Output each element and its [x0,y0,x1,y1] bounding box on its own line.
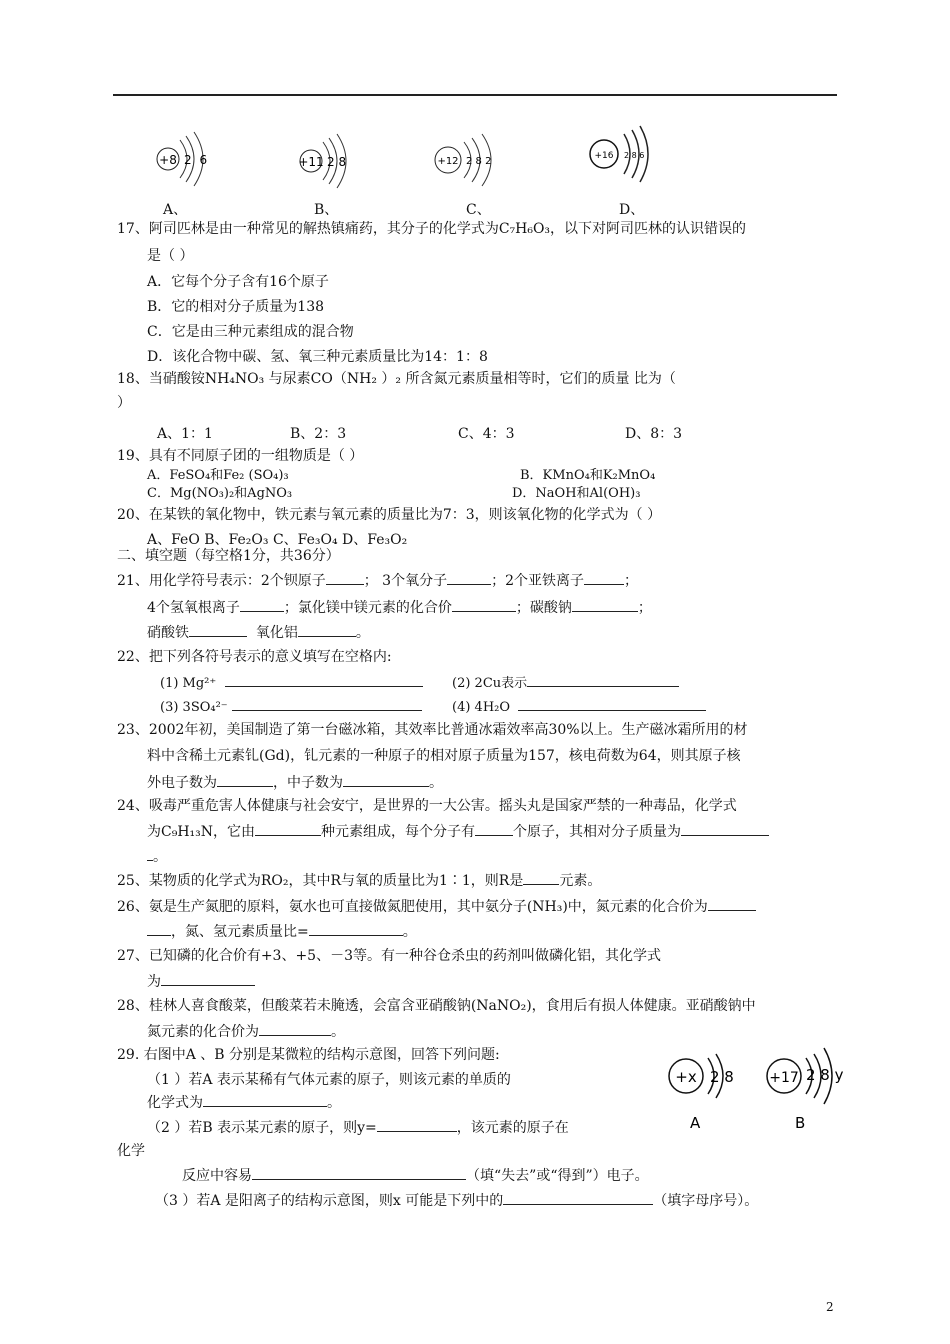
q29-part3: （3 ）若A 是阳离子的结构示意图，则x 可能是下列中的 （填字母序号）。 [155,1190,758,1211]
atom-diagram-29a [662,1050,752,1140]
q27-line2: 为 [147,971,255,992]
q18-option-a: A、1：1 [157,426,213,442]
answer-blank[interactable] [225,672,423,687]
q17-stem-cont: 是（ ） [147,248,194,264]
q17-option-a: A．它每个分子含有16个原子 [147,274,329,290]
q22-item-1: (1) Mg²⁺ [160,672,423,694]
svg-text:+11: +11 [298,155,324,169]
answer-blank[interactable] [452,597,516,612]
answer-blank[interactable] [447,570,491,585]
atom-diagram-29b [760,1044,850,1140]
q29-part1: （1 ）若A 表示某稀有气体元素的原子，则该元素的单质的 [147,1072,511,1088]
svg-text:2 8: 2 8 [327,155,347,169]
answer-blank[interactable] [343,772,429,787]
answer-blank[interactable] [259,1021,331,1036]
q29-stem: 29. 右图中A 、B 分别是某微粒的结构示意图，回答下列问题: [117,1047,500,1063]
nucleus-label: +8 [159,153,177,167]
header-rule [113,94,837,96]
page-number: 2 [826,1300,834,1314]
atom-diagram-a [150,128,220,188]
q18-stem-cont: ） [117,395,131,411]
answer-blank[interactable] [203,1092,327,1107]
answer-blank[interactable] [377,1117,457,1132]
q17-stem: 17、阿司匹林是由一种常见的解热镇痛药，其分子的化学式为C₇H₆O₃，以下对阿司匹林的认识错误的 [117,221,747,237]
q18-stem: 18、当硝酸铵NH₄NO₃ 与尿素CO（NH₂ ）₂ 所含氮元素质量相等时，它们的质量 比为（ [117,371,676,387]
q23-line3: 外电子数为 ，中子数为 。 [147,772,443,793]
atom-diagram-b [293,130,363,190]
answer-blank[interactable] [518,696,706,711]
q26-line1: 26、氨是生产氮肥的原料，氨水也可直接做氮肥使用，其中氨分子(NH₃)中，氮元素的化合价为 [117,896,756,917]
q22-item-3: (3) 3SO₄²⁻ [160,696,422,718]
answer-blank[interactable] [217,772,273,787]
shell-label: 2 6 [184,153,210,167]
q24-line1: 24、吸毒严重危害人体健康与社会安宁，是世界的一大公害。摇头丸是国家严禁的一种毒品，化学式 [117,798,737,814]
q29-part2-wrap: 化学 [117,1143,145,1159]
q18-option-b: B、2：3 [290,426,347,442]
q23-line2: 料中含稀土元素钆(Gd)，钆元素的一种原子的相对原子质量为157，核电荷数为64，则其原子核 [147,748,741,764]
q25-line: 25、某物质的化学式为RO₂，其中R与氧的质量比为1∶1，则R是 元素。 [117,870,601,891]
svg-text:+x: +x [675,1068,697,1086]
answer-blank[interactable] [240,597,284,612]
svg-text:2 8 y: 2 8 y [806,1066,844,1084]
q29-part2-cont: 反应中容易 （填“失去”或“得到”）电子。 [182,1165,649,1186]
q24-line3: 。 [147,846,167,867]
q21-line2: 4个氢氧根离子 ；氯化镁中镁元素的化合价 ；碳酸钠 ； [147,597,652,618]
answer-blank[interactable] [572,597,638,612]
answer-blank[interactable] [523,870,559,885]
answer-blank[interactable] [161,971,255,986]
q21-line1: 21、用化学符号表示：2个钡原子 ； 3个氧分子 ；2个亚铁离子 ； [117,570,638,591]
q22-item-2: (2) 2Cu表示 [452,672,679,694]
answer-blank[interactable] [147,921,171,936]
answer-blank[interactable] [708,896,756,911]
q28-line2: 氮元素的化合价为 。 [147,1021,345,1042]
q16-option-b: B、 [314,202,339,218]
q16-option-a: A、 [163,202,188,218]
answer-blank[interactable] [527,672,679,687]
q17-option-b: B．它的相对分子质量为138 [147,299,325,315]
answer-blank[interactable] [255,821,321,836]
q20-stem: 20、在某铁的氧化物中，铁元素与氧元素的质量比为7：3，则该氧化物的化学式为（ ） [117,507,662,523]
svg-text:+17: +17 [769,1070,799,1086]
q23-line1: 23、2002年初，美国制造了第一台磁冰箱，其效率比普通冰霜效率高30%以上。生产磁冰霜所用的材 [117,722,748,738]
q17-option-c: C．它是由三种元素组成的混合物 [147,324,354,340]
answer-blank[interactable] [232,696,422,711]
svg-text:+12: +12 [437,156,459,167]
svg-text:+16: +16 [594,151,614,161]
atom-diagram-d [584,124,664,188]
svg-text:2 8 6: 2 8 6 [624,151,645,160]
svg-text:A: A [690,1114,701,1132]
q24-line2: 为C₉H₁₃N，它由 种元素组成，每个分子有 个原子，其相对分子质量为 [147,821,769,842]
q17-option-d: D．该化合物中碳、氢、氧三种元素质量比为14：1：8 [147,349,488,365]
answer-blank[interactable] [584,570,624,585]
q19-option-c: C．Mg(NO₃)₂和AgNO₃ [147,486,293,501]
q16-option-c: C、 [466,202,491,218]
q22-item-4: (4) 4H₂O [452,696,706,718]
answer-blank[interactable] [681,821,769,836]
svg-text:2 8 2: 2 8 2 [466,156,492,167]
q27-line1: 27、已知磷的化合价有+3、+5、－3等。有一种谷仓杀虫的药剂叫做磷化铝，其化学式 [117,948,661,964]
q22-stem: 22、把下列各符号表示的意义填写在空格内: [117,649,392,665]
answer-blank[interactable] [326,570,364,585]
q29-part2: （2 ）若B 表示某元素的原子，则y= ，该元素的原子在 [147,1117,569,1138]
q26-line2: ，氮、氢元素质量比= 。 [147,921,417,942]
answer-blank[interactable] [309,921,403,936]
atom-diagram-c [428,130,518,190]
q18-option-c: C、4：3 [458,426,515,442]
answer-blank[interactable] [475,821,513,836]
q19-stem: 19、具有不同原子团的一组物质是（ ） [117,448,364,464]
q19-option-b: B．KMnO₄和K₂MnO₄ [520,468,656,483]
svg-text:B: B [795,1114,806,1132]
q28-line1: 28、桂林人喜食酸菜，但酸菜若未腌透，会富含亚硝酸钠(NaNO₂)，食用后有损人体健康。亚硝酸钠中 [117,998,756,1014]
answer-blank[interactable] [503,1190,653,1205]
q19-option-a: A．FeSO₄和Fe₂ (SO₄)₃ [147,468,289,483]
q18-option-d: D、8：3 [625,426,683,442]
q29-part1-cont: 化学式为 。 [147,1092,341,1113]
q16-option-d: D、 [619,202,645,218]
q21-line3: 硝酸铁 氧化铝 。 [147,622,370,643]
answer-blank[interactable] [189,622,247,637]
answer-blank[interactable] [298,622,356,637]
q19-option-d: D．NaOH和Al(OH)₃ [512,486,641,501]
section-heading: 二、填空题（每空格1分，共36分） [117,548,340,564]
svg-text:2 8: 2 8 [710,1068,734,1086]
answer-blank[interactable] [252,1165,466,1180]
q20-options: A、FeO B、Fe₂O₃ C、Fe₃O₄ D、Fe₃O₂ [147,532,408,548]
